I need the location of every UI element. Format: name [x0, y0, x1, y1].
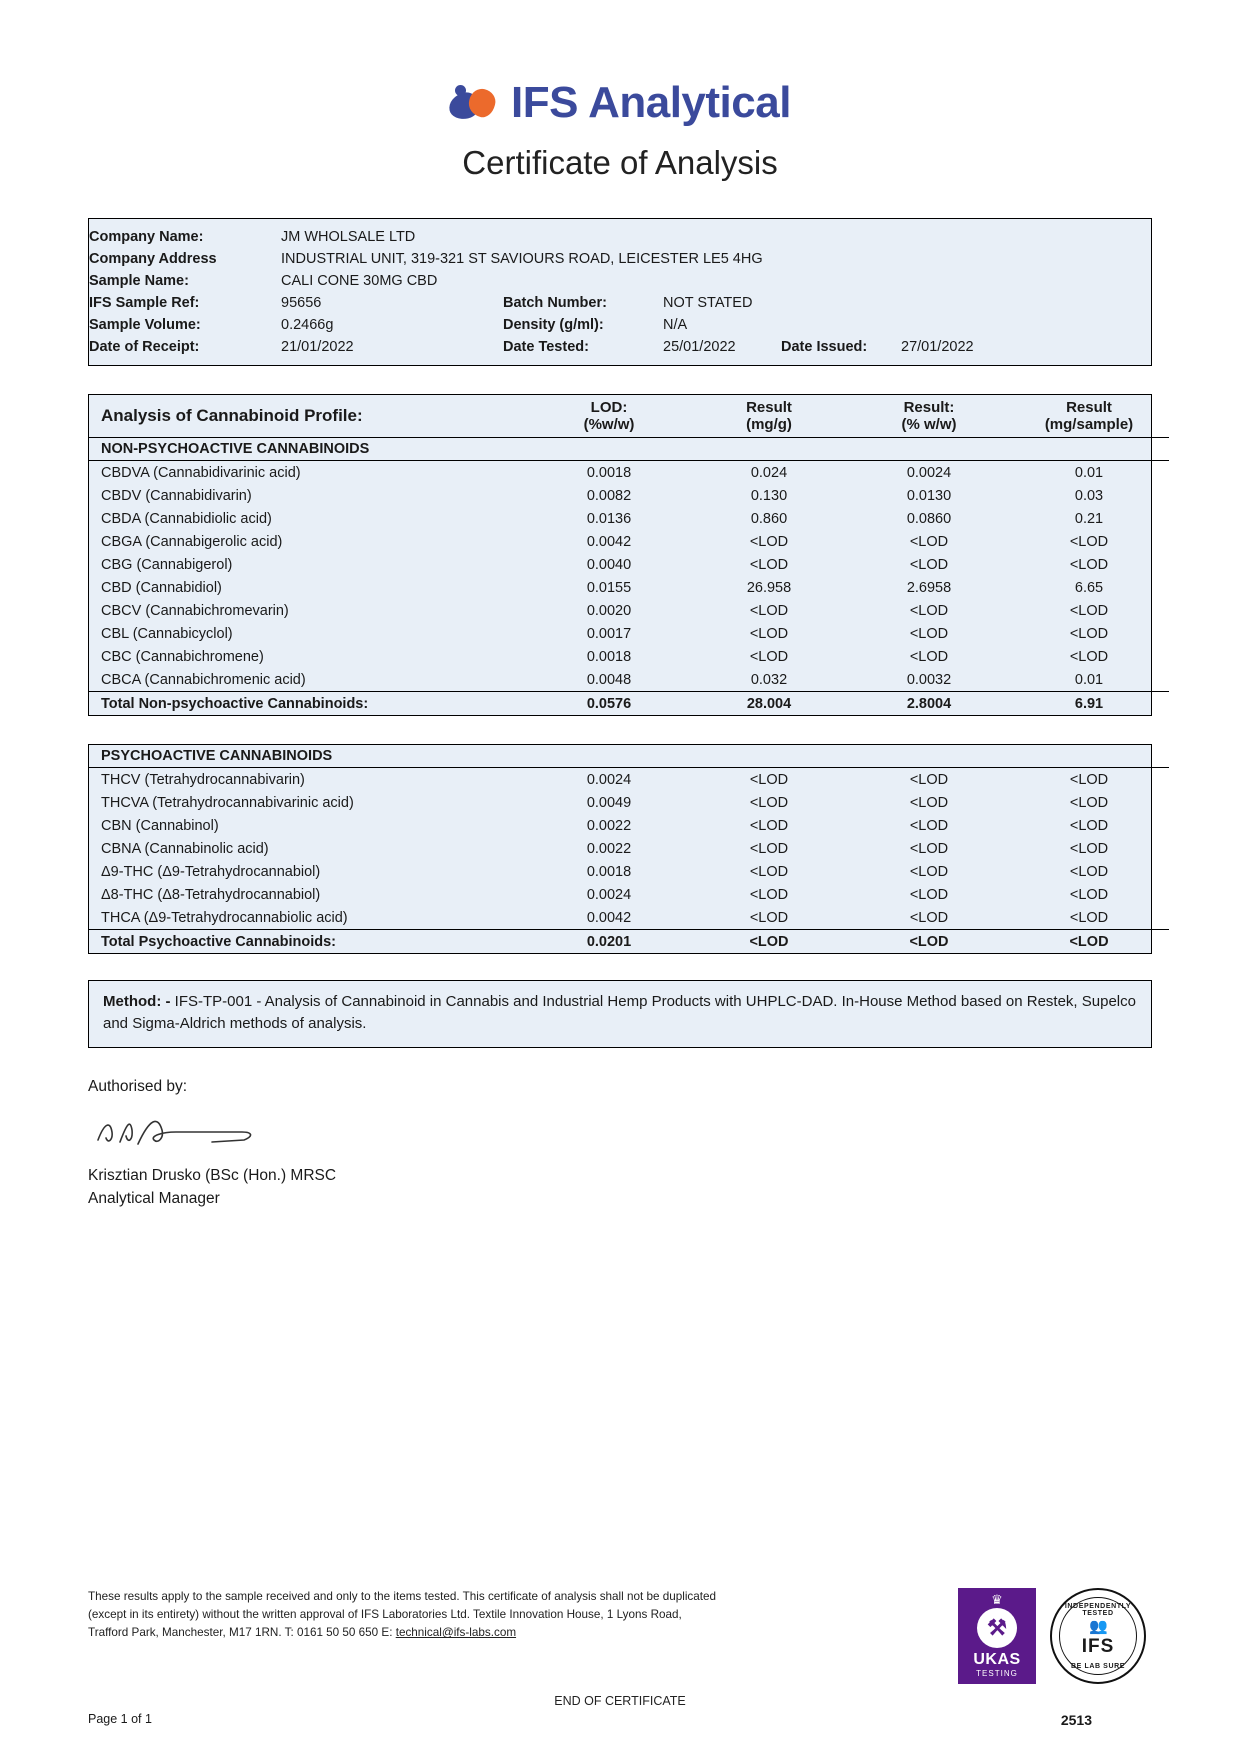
- analyte-name: CBDVA (Cannabidivarinic acid): [101, 464, 301, 481]
- analyte-lod: 0.0022: [586, 840, 632, 857]
- analyte-mgg: <LOD: [749, 533, 789, 550]
- analyte-mgsample: <LOD: [1069, 863, 1109, 880]
- analyte-name: CBCV (Cannabichromevarin): [101, 602, 289, 619]
- analyte-mgg: <LOD: [749, 625, 789, 642]
- column-header-line1: Result: [746, 399, 792, 416]
- signature-image: [92, 1110, 1152, 1154]
- accreditation-badges: [958, 1588, 1146, 1684]
- analyte-mgg: <LOD: [749, 817, 789, 834]
- table-row: [89, 645, 1169, 668]
- date-issued-value: 27/01/2022: [901, 339, 974, 355]
- contact-email-link[interactable]: technical@ifs-labs.com: [395, 1626, 517, 1640]
- analyte-mgg: 0.032: [750, 671, 788, 688]
- table-row: [89, 883, 1169, 906]
- analyte-lod: 0.0020: [586, 602, 632, 619]
- sample-name-value: CALI CONE 30MG CBD: [281, 273, 438, 289]
- analyte-lod: 0.0049: [586, 794, 632, 811]
- column-header-mgsample: [1009, 395, 1169, 438]
- ukas-badge-icon: [958, 1588, 1036, 1684]
- table-row: [89, 768, 1169, 792]
- analyte-mgsample: <LOD: [1069, 840, 1109, 857]
- footer: [88, 1588, 1152, 1728]
- company-address-label: Company Address: [89, 251, 217, 267]
- analyte-mgg: <LOD: [749, 794, 789, 811]
- total-label: Total Psychoactive Cannabinoids:: [89, 930, 529, 954]
- analyte-name: CBC (Cannabichromene): [101, 648, 264, 665]
- analyte-lod: 0.0018: [586, 464, 632, 481]
- table-row: [89, 507, 1169, 530]
- ukas-symbol-icon: ⚒: [977, 1608, 1017, 1648]
- analyte-lod: 0.0048: [586, 671, 632, 688]
- analyte-mgsample: 0.01: [1074, 464, 1104, 481]
- analyte-name: Δ9-THC (Δ9-Tetrahydrocannabiol): [101, 863, 321, 880]
- analyte-pctww: <LOD: [909, 771, 949, 788]
- analyte-pctww: <LOD: [909, 863, 949, 880]
- table-row: [89, 270, 1151, 292]
- table-row: [89, 668, 1169, 692]
- section-header-row: [89, 438, 1169, 461]
- analyte-pctww: <LOD: [909, 817, 949, 834]
- non-psychoactive-results-box: [88, 394, 1152, 716]
- analyte-name: CBNA (Cannabinolic acid): [101, 840, 269, 857]
- analyte-name: CBG (Cannabigerol): [101, 556, 233, 573]
- column-header-mgg: [689, 395, 849, 438]
- table-row: [89, 226, 1151, 248]
- section-header-row: [89, 745, 1169, 768]
- authorisation-label: Authorised by:: [88, 1077, 188, 1095]
- table-row: [89, 791, 1169, 814]
- crown-icon: ♛: [991, 1592, 1003, 1607]
- analyte-lod: 0.0042: [586, 533, 632, 550]
- method-label: Method: -: [103, 993, 171, 1010]
- column-header-line1: Result:: [903, 399, 955, 416]
- analyte-name: Δ8-THC (Δ8-Tetrahydrocannabiol): [101, 886, 321, 903]
- analyte-mgg: 0.130: [750, 487, 788, 504]
- company-name-label: Company Name:: [89, 229, 204, 245]
- analyte-lod: 0.0022: [586, 817, 632, 834]
- total-mgsample: 6.91: [1009, 692, 1169, 716]
- analyte-pctww: <LOD: [909, 909, 949, 926]
- column-header-line1: Result: [1066, 399, 1112, 416]
- sample-info-table: [89, 226, 1151, 358]
- ifs-badge-center-text: IFS: [1081, 1636, 1115, 1657]
- ukas-name: UKAS: [973, 1651, 1021, 1668]
- analyte-pctww: <LOD: [909, 794, 949, 811]
- column-header-line2: (% w/w): [901, 416, 957, 433]
- table-row: [89, 860, 1169, 883]
- date-of-receipt-label: Date of Receipt:: [89, 339, 200, 355]
- batch-number-label: Batch Number:: [503, 295, 607, 311]
- analyte-pctww: <LOD: [909, 625, 949, 642]
- analyte-pctww: 0.0032: [906, 671, 952, 688]
- analyte-lod: 0.0017: [586, 625, 632, 642]
- column-header-line2: (mg/g): [746, 416, 792, 433]
- analyte-mgg: <LOD: [749, 909, 789, 926]
- analyte-mgg: 0.860: [750, 510, 788, 527]
- psychoactive-table: [89, 745, 1169, 953]
- analyte-mgsample: 0.21: [1074, 510, 1104, 527]
- analyte-lod: 0.0136: [586, 510, 632, 527]
- ifs-logo-icon: [449, 83, 501, 123]
- column-header-line1: LOD:: [590, 399, 628, 416]
- analyte-pctww: 0.0024: [906, 464, 952, 481]
- analyte-mgsample: <LOD: [1069, 794, 1109, 811]
- table-row: [89, 461, 1169, 485]
- batch-number-value: NOT STATED: [663, 295, 753, 311]
- analyte-name: THCVA (Tetrahydrocannabivarinic acid): [101, 794, 354, 811]
- ifs-badge-top-text: INDEPENDENTLY TESTED: [1064, 1603, 1132, 1617]
- analyte-name: CBDV (Cannabidivarin): [101, 487, 252, 504]
- total-label: Total Non-psychoactive Cannabinoids:: [89, 692, 529, 716]
- disclaimer-line-1: These results apply to the sample received and only to the items tested. This certificate of analysis shall not be duplicated: [88, 1590, 717, 1603]
- analyte-name: CBCA (Cannabichromenic acid): [101, 671, 306, 688]
- analyte-lod: 0.0040: [586, 556, 632, 573]
- analyte-mgsample: <LOD: [1069, 817, 1109, 834]
- brand-name: IFS Analytical: [511, 78, 791, 127]
- column-header-pctww: [849, 395, 1009, 438]
- total-pctww: 2.8004: [849, 692, 1009, 716]
- method-text: IFS-TP-001 - Analysis of Cannabinoid in Cannabis and Industrial Hemp Products with UHPLC-DAD. In-House Method based on Restek, Supelco and Sigma-Aldrich methods of analysis.: [103, 993, 1136, 1032]
- brand-header: [88, 0, 1152, 128]
- table-row: [89, 336, 1151, 358]
- analyte-pctww: <LOD: [909, 840, 949, 857]
- disclaimer-text: [88, 1588, 716, 1642]
- ukas-sub: TESTING: [976, 1669, 1018, 1678]
- sample-volume-label: Sample Volume:: [89, 317, 201, 333]
- analyte-name: CBL (Cannabicyclol): [101, 625, 233, 642]
- table-row: [89, 292, 1151, 314]
- total-mgsample: <LOD: [1009, 930, 1169, 954]
- column-header-line2: (%w/w): [583, 416, 635, 433]
- analyte-pctww: <LOD: [909, 886, 949, 903]
- date-issued-label: Date Issued:: [781, 339, 868, 355]
- disclaimer-line-3: [88, 1624, 716, 1642]
- table-row: [89, 484, 1169, 507]
- analyte-pctww: <LOD: [909, 602, 949, 619]
- analyte-mgg: <LOD: [749, 863, 789, 880]
- date-tested-value: 25/01/2022: [663, 339, 736, 355]
- ifs-sample-ref-value: 95656: [281, 295, 322, 311]
- analyte-name: CBDA (Cannabidiolic acid): [101, 510, 272, 527]
- table-row: [89, 837, 1169, 860]
- analyte-name: THCA (Δ9-Tetrahydrocannabiolic acid): [101, 909, 348, 926]
- sample-volume-value: 0.2466g: [281, 317, 334, 333]
- analyte-mgsample: <LOD: [1069, 556, 1109, 573]
- analyte-pctww: <LOD: [909, 533, 949, 550]
- table-header-row: [89, 395, 1169, 438]
- analyte-mgsample: 0.03: [1074, 487, 1104, 504]
- psychoactive-results-box: [88, 744, 1152, 954]
- analyte-name: CBN (Cannabinol): [101, 817, 219, 834]
- disclaimer-line-3-text: Trafford Park, Manchester, M17 1RN. T: 0161 50 50 650 E:: [88, 1626, 396, 1640]
- people-icon: 👥: [1089, 1618, 1107, 1635]
- company-name-value: JM WHOLSALE LTD: [281, 229, 416, 245]
- signer-role: Analytical Manager: [88, 1189, 220, 1207]
- analyte-pctww: <LOD: [909, 648, 949, 665]
- analyte-lod: 0.0082: [586, 487, 632, 504]
- analyte-lod: 0.0042: [586, 909, 632, 926]
- analyte-lod: 0.0018: [586, 648, 632, 665]
- table-row: [89, 314, 1151, 336]
- signer-name: Krisztian Drusko (BSc (Hon.) MRSC: [88, 1166, 337, 1184]
- analyte-mgg: 0.024: [750, 464, 788, 481]
- table-row: [89, 530, 1169, 553]
- page-title: Certificate of Analysis: [462, 144, 778, 181]
- analyte-pctww: 0.0130: [906, 487, 952, 504]
- sample-info-box: [88, 218, 1152, 366]
- ifs-sample-ref-label: IFS Sample Ref:: [89, 295, 200, 311]
- sample-name-label: Sample Name:: [89, 273, 189, 289]
- page-number: Page 1 of 1: [88, 1712, 152, 1726]
- table-row: [89, 906, 1169, 930]
- company-address-value: INDUSTRIAL UNIT, 319-321 ST SAVIOURS ROAD, LEICESTER LE5 4HG: [281, 251, 763, 267]
- ukas-number: 2513: [1060, 1712, 1092, 1728]
- table-row: [89, 814, 1169, 837]
- column-header-line2: (mg/sample): [1044, 416, 1134, 433]
- analyte-mgg: <LOD: [749, 886, 789, 903]
- total-lod: 0.0576: [529, 692, 689, 716]
- density-value: N/A: [663, 317, 688, 333]
- analyte-lod: 0.0155: [586, 579, 632, 596]
- table-row: [89, 622, 1169, 645]
- analyte-mgsample: 0.01: [1074, 671, 1104, 688]
- total-mgg: 28.004: [689, 692, 849, 716]
- analyte-name: CBD (Cannabidiol): [101, 579, 222, 596]
- density-label: Density (g/ml):: [503, 317, 604, 333]
- total-row: [89, 692, 1169, 716]
- analyte-mgsample: <LOD: [1069, 648, 1109, 665]
- table-row: [89, 576, 1169, 599]
- analyte-lod: 0.0024: [586, 771, 632, 788]
- analyte-pctww: <LOD: [909, 556, 949, 573]
- analyte-mgg: <LOD: [749, 648, 789, 665]
- total-mgg: <LOD: [689, 930, 849, 954]
- analyte-mgsample: <LOD: [1069, 771, 1109, 788]
- date-of-receipt-value: 21/01/2022: [281, 339, 354, 355]
- ifs-lab-badge-icon: [1050, 1588, 1146, 1684]
- disclaimer-line-2: (except in its entirety) without the written approval of IFS Laboratories Ltd. Textile Innovation House, 1 Lyons Road,: [88, 1608, 682, 1622]
- table-row: [89, 599, 1169, 622]
- analyte-mgg: <LOD: [749, 602, 789, 619]
- end-of-certificate: END OF CERTIFICATE: [554, 1694, 686, 1708]
- total-pctww: <LOD: [849, 930, 1009, 954]
- analyte-name: THCV (Tetrahydrocannabivarin): [101, 771, 305, 788]
- analyte-mgg: <LOD: [749, 771, 789, 788]
- analyte-mgg: <LOD: [749, 840, 789, 857]
- ifs-badge-bottom-text: BE LAB SURE: [1070, 1663, 1126, 1670]
- analyte-mgsample: <LOD: [1069, 625, 1109, 642]
- column-header-lod: [529, 395, 689, 438]
- date-tested-label: Date Tested:: [503, 339, 589, 355]
- results-title: Analysis of Cannabinoid Profile:: [101, 406, 363, 425]
- analyte-mgsample: 6.65: [1074, 579, 1104, 596]
- method-box: [88, 980, 1152, 1048]
- table-row: [89, 553, 1169, 576]
- analyte-name: CBGA (Cannabigerolic acid): [101, 533, 283, 550]
- non-psychoactive-section-label: NON-PSYCHOACTIVE CANNABINOIDS: [89, 438, 1169, 461]
- total-row: [89, 930, 1169, 954]
- analyte-lod: 0.0018: [586, 863, 632, 880]
- total-lod: 0.0201: [529, 930, 689, 954]
- psychoactive-section-label: PSYCHOACTIVE CANNABINOIDS: [89, 745, 1169, 768]
- analyte-mgsample: <LOD: [1069, 886, 1109, 903]
- analyte-pctww: 0.0860: [906, 510, 952, 527]
- analyte-mgg: <LOD: [749, 556, 789, 573]
- analyte-pctww: 2.6958: [906, 579, 952, 596]
- table-row: [89, 248, 1151, 270]
- analyte-mgsample: <LOD: [1069, 533, 1109, 550]
- non-psychoactive-table: [89, 395, 1169, 715]
- analyte-lod: 0.0024: [586, 886, 632, 903]
- analyte-mgg: 26.958: [746, 579, 792, 596]
- analyte-mgsample: <LOD: [1069, 602, 1109, 619]
- analyte-mgsample: <LOD: [1069, 909, 1109, 926]
